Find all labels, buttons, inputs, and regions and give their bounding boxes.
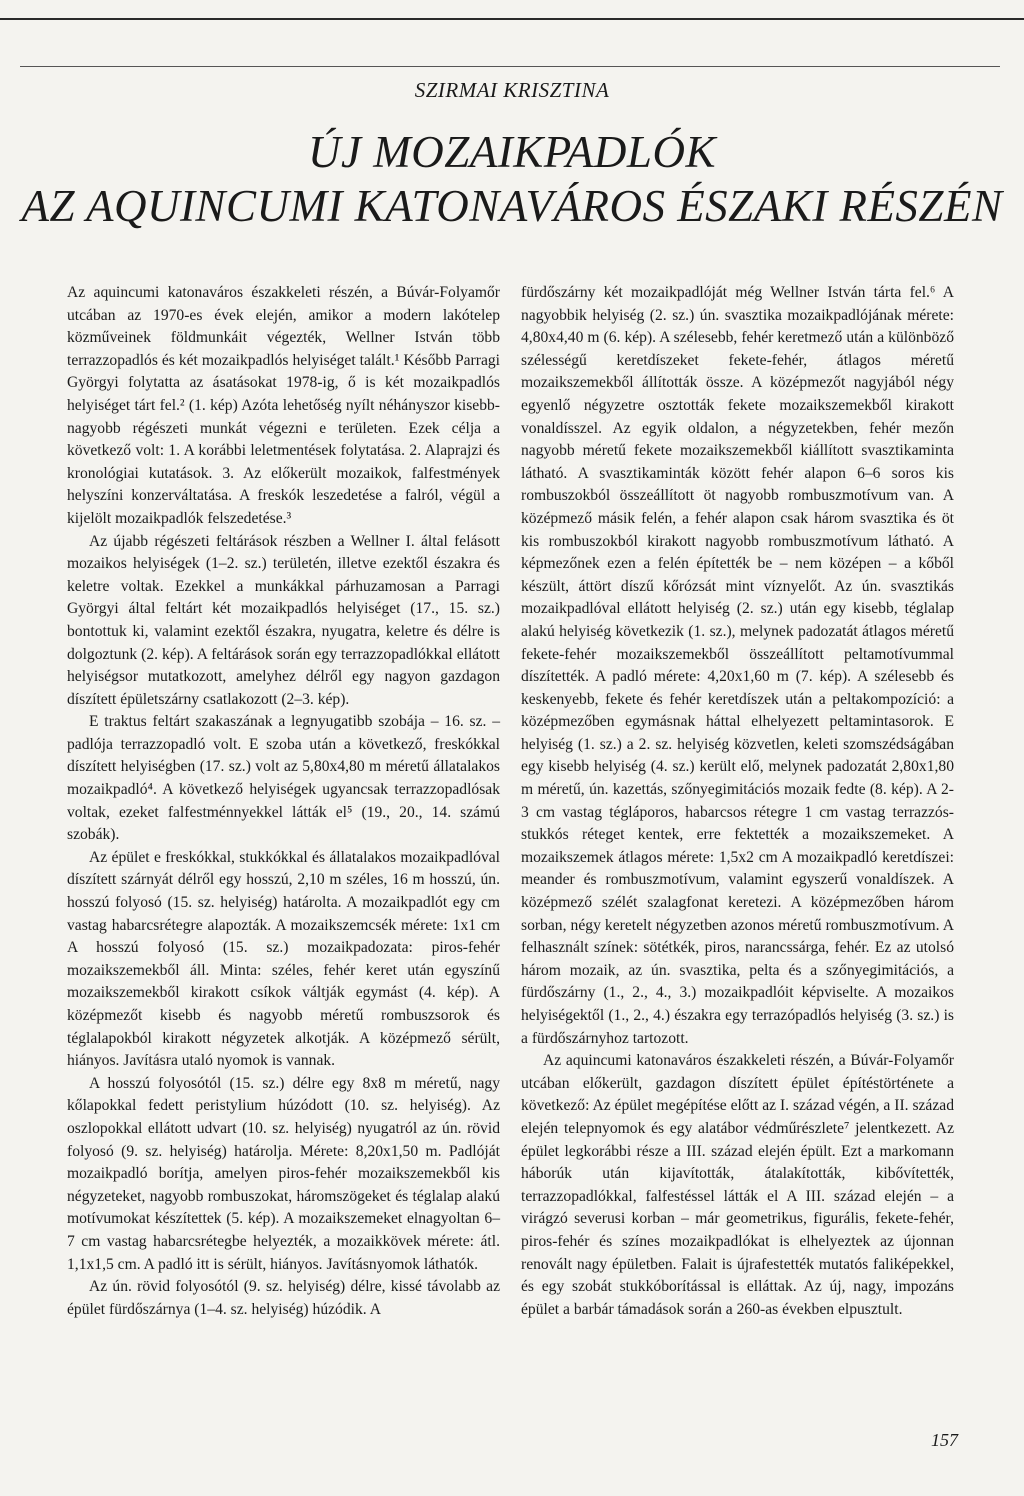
header-rule <box>20 66 1000 67</box>
paragraph: Az aquincumi katonaváros északkeleti részén, a Búvár-Folyamőr utcában az 1970-es évek elején, amikor a modern lakótelep közműveinek földmunkáit végezték, Wellner István több terrazzopadlós és két mozaikpadlós helyiséget talált.¹ Később Parragi Györgyi folytatta az ásatásokat 1978-ig, ő is két mozaikpadlós helyiséget tárt fel.² (1. kép) Azóta lehetőség nyílt néhányszor kisebb-nagyobb régészeti munkát végezni e területen. Ezek célja a következő volt: 1. A korábbi leletmentések folytatása. 2. Alaprajzi és kronológiai kutatások. 3. Az előkerült mozaikok, falfestmények helyszíni konzerváltatása. A freskók leszedetése a falról, végül a kijelölt mozaikpadlók felszedetése.³ <box>67 284 500 527</box>
page-number: 157 <box>931 1430 958 1450</box>
top-rule <box>0 18 1024 20</box>
right-column <box>521 282 954 1321</box>
paragraph: Az aquincumi katonaváros északkeleti részén, a Búvár-Folyamőr utcában előkerült, gazdagon díszített épület építéstörténete a következő: Az épület megépítése előtt az I. század végén, a II. század elején telepnyomok és egy alatábor védműrészlete⁷ jelentkezett. Az épület legkorábbi része a III. század elején épült. Ezt a markomann háborúk után kijavították, átalakították, kibővítették, terrazzopadlókkal, falfestéssel látták el A III. század elején – a virágzó severusi korban – már geometrikus, figurális, fekete-fehér, piros-fehér és színes mozaikpadlókat is elhelyeztek az újonnan renovált nagy épületben. Falait is újrafestették mutatós faliképekkel, és egy szobát stukkóborítással is elláttak. Az új, nagy, impozáns épület a barbár támadások során a 260-as években elpusztult. <box>521 1052 954 1318</box>
article-title-line-2: AZ AQUINCUMI KATONAVÁROS ÉSZAKI RÉSZÉN <box>21 181 1003 231</box>
paragraph: Az épület e freskókkal, stukkókkal és állatalakos mozaikpadlóval díszített szárnyát délről egy hosszú, 2,10 m széles, 16 m hosszú, ún. hosszú folyosó (15. sz. helyiség) határolta. A mozaikpadlót egy cm vastag habarcsrétegre alapozták. A mozaikszemcsék mérete: 1x1 cm A hosszú folyosó (15. sz.) mozaikpadozata: piros-fehér mozaikszemekből áll. Minta: széles, fehér keret után egyszínű mozaikszemekből kirakott csíkok váltják egymást (4. kép). A középmezőt kisebb és nagyobb méretű rombuszsorok és téglalapokból kirakott négyzetek alkotják. A középmező sérült, hiányos. Javításra utaló nyomok is vannak. <box>67 848 500 1070</box>
left-column <box>67 282 500 1321</box>
paragraph: fürdőszárny két mozaikpadlóját még Wellner István tárta fel.⁶ A nagyobbik helyiség (2. sz.) ún. svasztika mozaikpadlójának mérete: 4,80x4,40 m (6. kép). A szélesebb, fehér keretmező után a különböző szélességű keretdíszeket fekete-fehér, átlagos méretű mozaikszemekből állították össze. A középmezőt nagyjából négy egyenlő négyzetre osztották fekete mozaikszemekből kirakott vonaldísszel. Az egyik oldalon, a négyzetekben, fehér mezőn nagyobb méretű fekete mozaikszemekből kiállított svasztikaminta látható. A svasztikaminták között fehér alapon 6–6 soros kis rombuszokból összeállított öt nagyobb rombuszmotívum van. A középmező másik felén, a fehér alapon csak három svasztika és öt kis rombuszokból kirakott nagyobb rombuszmotívum látható. A képmezőnek ezen a felén építették be – nem középen – a kőből készült, áttört díszű kőrózsát mint víznyelőt. Az ún. svasztikás mozaikpadlóval ellátott helyiség (2. sz.) után egy kisebb, téglalap alakú helyiség következik (1. sz.), melynek padozatát átlagos méretű fekete-fehér mozaikszemekből összeállított peltamotívummal díszítették. A padló mérete: 4,20x1,60 m (7. kép). A szélesebb és keskenyebb, fekete és fehér keretdíszek után a peltakompozíció: a középmezőben egymásnak háttal elhelyezett peltamintasorok. E helyiség (1. sz.) a 2. sz. helyiség közvetlen, keleti szomszédságában egy kisebb helyiség (4. sz.) került elő, melynek padozatát 2,80x1,80 m méretű, ún. kazettás, szőnyegimitációs mozaik fedte (8. kép). A 2-3 cm vastag tégláporos, habarcsos rétegre 1 cm vastag terrazzós-stukkós réteget kentek, erre fektették a mozaikszemeket. A mozaikszemek átlagos mérete: 1,5x2 cm A mozaikpadló keretdíszei: meander és rombuszmotívum, valamint egyszerű vonaldíszek. A középmező szélét szalagfonat keretezi. A középmezőben három sorban, négy keretelt négyzetben azonos méretű rombuszmotívum. A felhasznált színek: sötétkék, piros, narancssárga, fehér. Ez az utolsó három mozaik, az ún. svasztika, pelta és a szőnyegimitációs, a fürdőszárny (1., 2., 4., 3.) mozaikpadlóit képviselte. A mozaikos helyiségektől (1., 2., 4.) északra egy terrazópadlós helyiség (3. sz.) is a fürdőszárnyhoz tartozott. <box>521 284 954 1047</box>
paragraph: Az ún. rövid folyosótól (9. sz. helyiség) délre, kissé távolabb az épület fürdőszárnya (1–4. sz. helyiség) húzódik. A <box>67 1278 500 1318</box>
paragraph: A hosszú folyosótól (15. sz.) délre egy 8x8 m méretű, nagy kőlapokkal fedett peristylium húzódott (10. sz. helyiség). Az oszlopokkal ellátott udvart (10. sz. helyiség) nyugatról az ún. rövid folyosó (9. sz. helyiség) határolja. Mérete: 8,20x1,50 m. Padlóját mozaikpadló borítja, amelyen piros-fehér mozaikszemekből kis négyzeteket, nagyobb rombuszokat, háromszögeket és téglalap alakú motívumokat készítettek (5. kép). A mozaikszemeket elnagyoltan 6–7 cm vastag habarcsrétegbe helyezték, a mozaikkövek mérete: átl. 1,1x1,5 cm. A padló itt is sérült, hiányos. Javításnyomok láthatók. <box>67 1074 500 1273</box>
author-name: SZIRMAI KRISZTINA <box>414 78 610 102</box>
article-title-line-1: ÚJ MOZAIKPADLÓK <box>308 127 716 177</box>
paragraph: E traktus feltárt szakaszának a legnyugatibb szobája – 16. sz. – padlója terrazzopadló volt. E szoba után a következő, freskókkal díszített helyiségben (17. sz.) volt az 5,80x4,80 m méretű állatalakos mozaikpadló⁴. A következő helyiségek ugyancsak terrazzopadlósak voltak, ezeket falfestménnyekkel látták el⁵ (19., 20., 14. számú szobák). <box>67 713 500 844</box>
paragraph: Az újabb régészeti feltárások részben a Wellner I. által felásott mozaikos helyiségek (1–2. sz.) területén, illetve ezektől északra és keletre voltak. Ezekkel a munkákkal párhuzamosan a Parragi Györgyi által feltárt két mozaikpadlós helyiséget (17., 15. sz.) bontottuk ki, valamint ezektől északra, nyugatra, keletre és délre is dolgoztunk (2. kép). A feltárások során egy terrazzopadlókkal ellátott helyiségsor mutatkozott, amelyhez délről egy nagyon gazdagon díszített épületszárny csatlakozott (2–3. kép). <box>67 532 500 708</box>
